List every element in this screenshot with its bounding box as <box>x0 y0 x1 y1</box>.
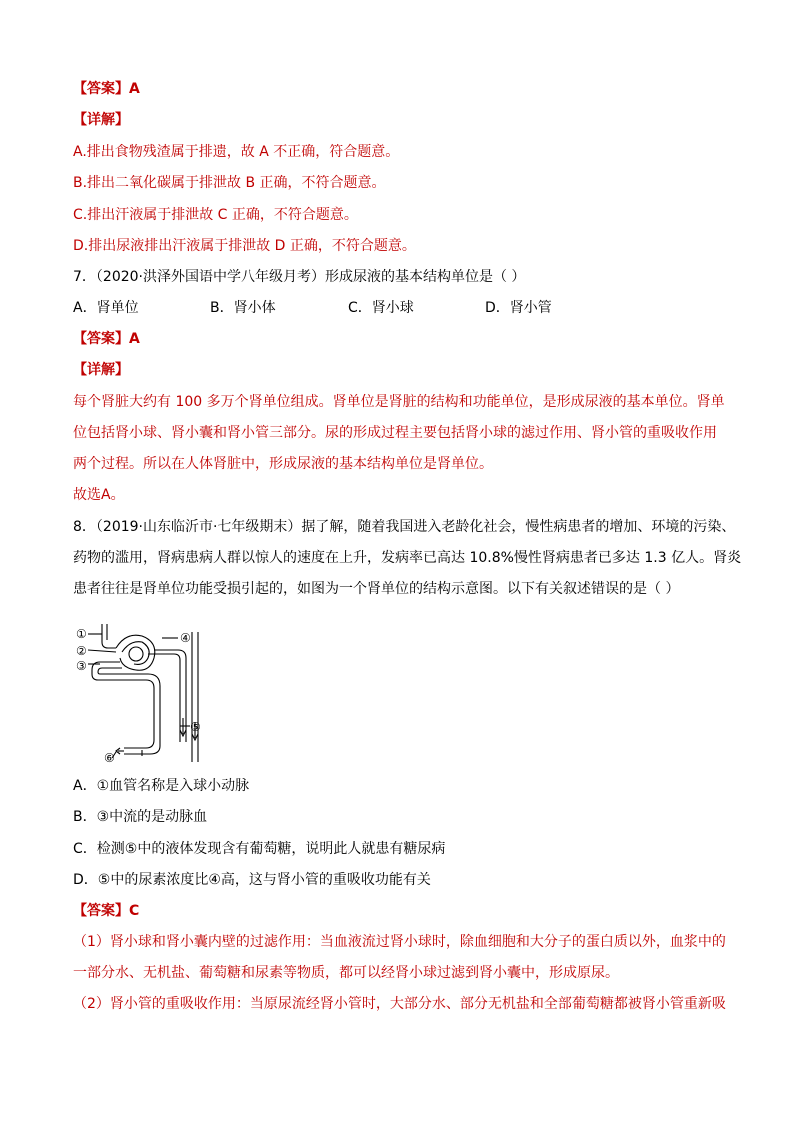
detail-line: A.排出食物残渣属于排遗，故 A 不正确，符合题意。 <box>73 144 400 160</box>
label-3: ③ <box>76 659 87 673</box>
detail-line: 故选A。 <box>73 487 125 503</box>
label-4: ④ <box>180 631 191 645</box>
explanation-line: （2）肾小管的重吸收作用：当原尿流经肾小管时，大部分水、部分无机盐和全部葡萄糖都被肾小管重新吸 <box>73 996 726 1012</box>
detail-line: 每个肾脏大约有 100 多万个肾单位组成。肾单位是肾脏的结构和功能单位，是形成尿液的基本单位。肾单 <box>73 394 725 410</box>
label-1: ① <box>76 627 87 641</box>
question-8-stem: 8．（2019·山东临沂市·七年级期末）据了解，随着我国进入老龄化社会，慢性病患者的增加、环境的污染、 <box>73 519 736 535</box>
question-8-option: B．③中流的是动脉血 <box>73 809 208 825</box>
detail-line: D.排出尿液排出汗液属于排泄故 D 正确，不符合题意。 <box>73 238 416 254</box>
option-d: D．肾小管 <box>485 300 552 316</box>
answer-label: 【答案】A <box>73 331 140 347</box>
explanation-line: （1）肾小球和肾小囊内壁的过滤作用：当血液流过肾小球时，除血细胞和大分子的蛋白质以外，血浆中的 <box>73 934 726 950</box>
question-7-stem: 7．（2020·洪泽外国语中学八年级月考）形成尿液的基本结构单位是（ ） <box>73 269 526 285</box>
question-8-option: D．⑤中的尿素浓度比④高，这与肾小管的重吸收功能有关 <box>73 872 431 888</box>
option-b: B．肾小体 <box>210 300 276 316</box>
label-6: ⑥ <box>104 751 115 764</box>
detail-label: 【详解】 <box>73 112 129 128</box>
detail-line: 位包括肾小球、肾小囊和肾小管三部分。尿的形成过程主要包括肾小球的滤过作用、肾小管的重吸收作用 <box>73 425 717 441</box>
question-8-option: C．检测⑤中的液体发现含有葡萄糖，说明此人就患有糖尿病 <box>73 841 446 857</box>
label-5: ⑤ <box>190 720 201 734</box>
question-8-stem: 患者往往是肾单位功能受损引起的，如图为一个肾单位的结构示意图。以下有关叙述错误的是（ ） <box>73 581 680 597</box>
option-c: C．肾小球 <box>348 300 414 316</box>
detail-label: 【详解】 <box>73 362 129 378</box>
label-2: ② <box>76 644 87 658</box>
detail-line: 两个过程。所以在人体肾脏中，形成尿液的基本结构单位是肾单位。 <box>73 456 493 472</box>
answer-label: 【答案】A <box>73 81 140 97</box>
nephron-diagram <box>76 622 216 764</box>
question-8-stem: 药物的滥用，肾病患病人群以惊人的速度在上升，发病率已高达 10.8%慢性肾病患者已多达 1.3 亿人。肾炎 <box>73 550 742 566</box>
detail-line: B.排出二氧化碳属于排泄故 B 正确，不符合题意。 <box>73 175 386 191</box>
explanation-line: 一部分水、无机盐、葡萄糖和尿素等物质，都可以经肾小球过滤到肾小囊中，形成原尿。 <box>73 965 619 981</box>
option-a: A．肾单位 <box>73 300 139 316</box>
answer-label: 【答案】C <box>73 903 140 919</box>
detail-line: C.排出汗液属于排泄故 C 正确，不符合题意。 <box>73 207 358 223</box>
question-8-option: A．①血管名称是入球小动脉 <box>73 778 250 794</box>
question-7-options <box>73 299 633 317</box>
